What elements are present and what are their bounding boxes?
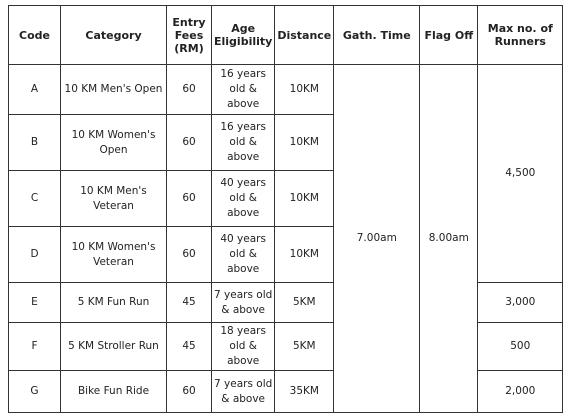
cell-fees: 60 — [167, 115, 212, 171]
cell-age: 16 years old & above — [212, 65, 275, 115]
table-row — [9, 283, 563, 323]
cell-code: D — [9, 227, 61, 283]
cell-category: 5 KM Stroller Run — [61, 323, 167, 371]
cell-code: C — [9, 171, 61, 227]
cell-distance: 5KM — [275, 323, 334, 371]
header-age-eligibility: Age Eligibility — [212, 6, 275, 65]
cell-fees: 60 — [167, 371, 212, 413]
cell-category: 5 KM Fun Run — [61, 283, 167, 323]
table-row — [9, 323, 563, 371]
cell-age: 18 years old & above — [212, 323, 275, 371]
cell-code: A — [9, 65, 61, 115]
cell-flag-off: 8.00am — [420, 65, 478, 413]
cell-age: 40 years old & above — [212, 171, 275, 227]
cell-fees: 60 — [167, 65, 212, 115]
cell-fees: 60 — [167, 171, 212, 227]
cell-category: 10 KM Men's Open — [61, 65, 167, 115]
header-distance: Distance — [275, 6, 334, 65]
cell-age: 16 years old & above — [212, 115, 275, 171]
cell-distance: 10KM — [275, 65, 334, 115]
cell-code: F — [9, 323, 61, 371]
table-row — [9, 65, 563, 115]
header-code: Code — [9, 6, 61, 65]
cell-fees: 60 — [167, 227, 212, 283]
race-categories-table — [8, 5, 563, 413]
cell-code: B — [9, 115, 61, 171]
cell-distance: 5KM — [275, 283, 334, 323]
cell-code: G — [9, 371, 61, 413]
cell-distance: 10KM — [275, 227, 334, 283]
cell-distance: 35KM — [275, 371, 334, 413]
cell-max-runners-a-d: 4,500 — [478, 65, 563, 283]
cell-max-runners-f: 500 — [478, 323, 563, 371]
header-category: Category — [61, 6, 167, 65]
cell-gath-time: 7.00am — [334, 65, 420, 413]
cell-category: Bike Fun Ride — [61, 371, 167, 413]
race-categories-table-container — [8, 5, 563, 413]
cell-age: 7 years old & above — [212, 371, 275, 413]
header-row — [9, 6, 563, 65]
cell-category: 10 KM Women's Open — [61, 115, 167, 171]
cell-max-runners-e: 3,000 — [478, 283, 563, 323]
cell-code: E — [9, 283, 61, 323]
header-gath-time: Gath. Time — [334, 6, 420, 65]
table-row — [9, 371, 563, 413]
cell-distance: 10KM — [275, 115, 334, 171]
cell-category: 10 KM Women's Veteran — [61, 227, 167, 283]
cell-fees: 45 — [167, 283, 212, 323]
cell-max-runners-g: 2,000 — [478, 371, 563, 413]
cell-distance: 10KM — [275, 171, 334, 227]
cell-age: 40 years old & above — [212, 227, 275, 283]
header-entry-fees: Entry Fees (RM) — [167, 6, 212, 65]
header-max-runners: Max no. of Runners — [478, 6, 563, 65]
cell-age: 7 years old & above — [212, 283, 275, 323]
header-flag-off: Flag Off — [420, 6, 478, 65]
cell-fees: 45 — [167, 323, 212, 371]
cell-category: 10 KM Men's Veteran — [61, 171, 167, 227]
